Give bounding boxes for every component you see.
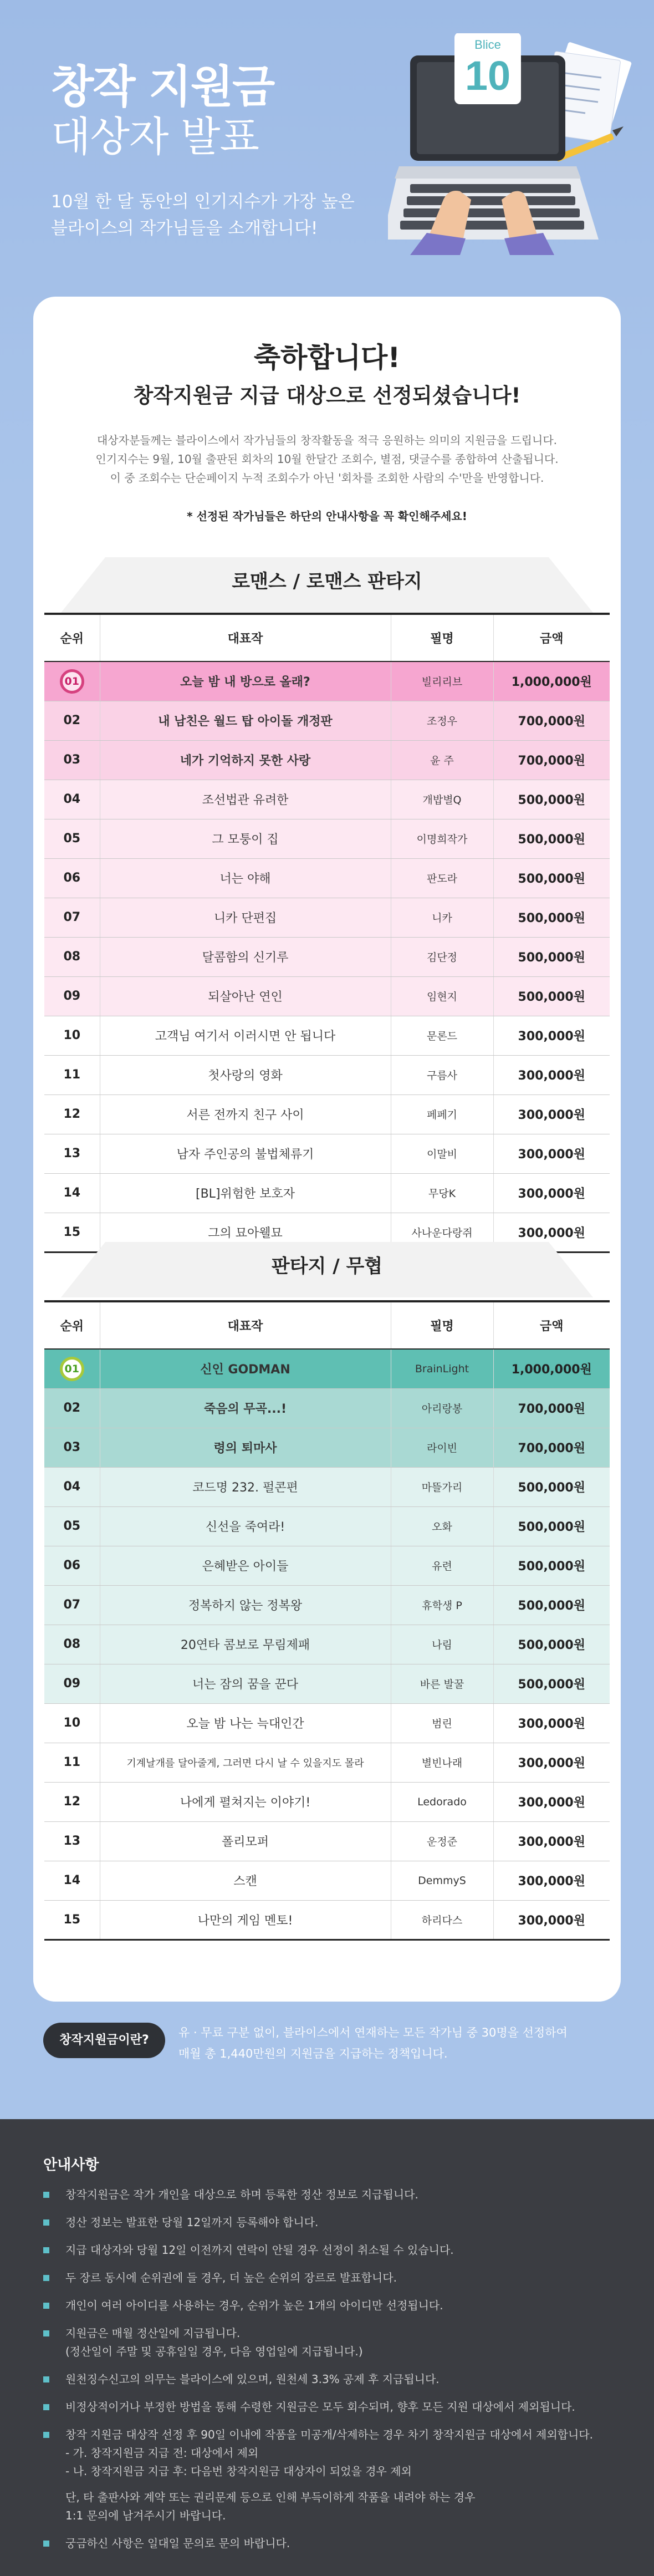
- amount-cell: 300,000원: [493, 1213, 610, 1252]
- table-row: [44, 1388, 610, 1428]
- svg-text:10: 10: [464, 53, 511, 99]
- work-cell: 오늘 밤 내 방으로 올래?: [100, 661, 391, 701]
- work-cell: 달콤함의 신기루: [100, 937, 391, 976]
- footer-notice-line: 지급 대상자와 당월 12일 이전까지 연락이 안될 경우 선정이 취소될 수 있습니다.: [65, 2243, 454, 2257]
- work-cell: 스캔: [100, 1861, 391, 1900]
- romance-section-title: 로맨스 / 로맨스 판타지: [232, 571, 422, 593]
- intro-desc-line1: 대상자분들께는 블라이스에서 작가님들의 창작활동을 적극 응원하는 의미의 지원금을 드립니다.: [96, 434, 558, 447]
- rank-number: 02: [63, 714, 81, 727]
- header-work: 대표작: [100, 614, 391, 661]
- table-row: [44, 1625, 610, 1664]
- footer-notice-line: - 가. 창작지원금 지급 전: 대상에서 제외: [65, 2446, 259, 2460]
- pen-name-cell: 이명희작가: [391, 819, 493, 858]
- rank-number: 13: [63, 1834, 81, 1848]
- header-amount: 금액: [493, 614, 610, 661]
- work-cell: 되살아난 연인: [100, 976, 391, 1016]
- amount-cell: 500,000원: [493, 1546, 610, 1585]
- pen-name-cell: DemmyS: [391, 1861, 493, 1900]
- rank-number: 09: [63, 989, 81, 1003]
- footer-notice-item: [43, 2297, 620, 2315]
- footer-notice-item: [43, 2324, 620, 2361]
- table-row: [44, 1134, 610, 1173]
- rank-number: 08: [63, 950, 81, 964]
- footer-notice-item: [43, 2426, 620, 2525]
- amount-cell: 500,000원: [493, 1506, 610, 1546]
- rank-number: 07: [63, 1598, 81, 1612]
- calendar-icon: [454, 33, 521, 104]
- medal-icon: 01: [60, 1357, 84, 1381]
- footer-notice-list: [43, 2186, 620, 2562]
- footer-notice-item: [43, 2534, 620, 2553]
- footer-notice-line: 두 장르 동시에 순위권에 들 경우, 더 높은 순위의 장르로 발표합니다.: [65, 2271, 397, 2284]
- table-row: [44, 1900, 610, 1939]
- square-bullet-icon: [43, 2219, 49, 2226]
- table-row: [44, 740, 610, 780]
- rank-cell: [44, 1016, 100, 1055]
- table-row: [44, 937, 610, 976]
- footer-notice-item: [43, 2398, 620, 2416]
- congrats-subtitle: 창작지원금 지급 대상으로 선정되셨습니다!: [133, 384, 521, 408]
- congrats-title: 축하합니다!: [253, 342, 401, 374]
- amount-cell: 500,000원: [493, 937, 610, 976]
- table-row: [44, 1467, 610, 1506]
- table-row: [44, 898, 610, 937]
- amount-cell: 700,000원: [493, 1428, 610, 1467]
- rank-number: 05: [63, 1519, 81, 1533]
- table-header-row: [44, 614, 610, 661]
- rank-number: 11: [63, 1755, 81, 1769]
- rank-number: 13: [63, 1147, 81, 1160]
- hero-title-line2: 대상자 발표: [51, 113, 259, 161]
- rank-cell: [44, 1743, 100, 1782]
- rank-cell: [44, 858, 100, 898]
- rank-number: 15: [63, 1225, 81, 1239]
- pen-name-cell: 나림: [391, 1625, 493, 1664]
- pen-name-cell: 빌리리브: [391, 661, 493, 701]
- hero-subtitle-line2: 블라이스의 작가님들을 소개합니다!: [51, 218, 318, 238]
- rank-number: 10: [63, 1029, 81, 1042]
- footer-notice-line: 단, 타 출판사와 계약 또는 권리문제 등으로 인해 부득이하게 작품을 내려야 하는 경우: [65, 2491, 476, 2504]
- rank-number: 15: [63, 1912, 81, 1927]
- rank-number: 04: [63, 792, 81, 806]
- square-bullet-icon: [43, 2432, 49, 2438]
- whatis-badge: 창작지원금이란?: [43, 2023, 165, 2058]
- amount-cell: 500,000원: [493, 1664, 610, 1703]
- rank-cell: [44, 976, 100, 1016]
- rank-number: 09: [63, 1677, 81, 1691]
- rank-cell: [44, 1703, 100, 1743]
- rank-number: 11: [63, 1068, 81, 1082]
- table-header-row: [44, 1301, 610, 1349]
- header-work: 대표작: [100, 1301, 391, 1349]
- amount-cell: 300,000원: [493, 1703, 610, 1743]
- rank-number: 03: [63, 753, 81, 767]
- footer-notice-item: [43, 2241, 620, 2259]
- rank-number: 08: [63, 1637, 81, 1651]
- work-cell: 서른 전까지 친구 사이: [100, 1094, 391, 1134]
- square-bullet-icon: [43, 2303, 49, 2309]
- amount-cell: 300,000원: [493, 1782, 610, 1821]
- pen-name-cell: 이말비: [391, 1134, 493, 1173]
- table-row: [44, 1546, 610, 1585]
- footer-notice-item: [43, 2213, 620, 2232]
- pen-name-cell: BrainLight: [391, 1349, 493, 1388]
- pen-name-cell: 니카: [391, 898, 493, 937]
- table-row: [44, 780, 610, 819]
- footer-notice-line: 비정상적이거나 부정한 방법을 통해 수령한 지원금은 모두 회수되며, 향후 모든 지원 대상에서 제외됩니다.: [65, 2400, 575, 2414]
- pen-name-cell: 판도라: [391, 858, 493, 898]
- rank-number: 05: [63, 832, 81, 846]
- table-row: [44, 858, 610, 898]
- table-row: [44, 701, 610, 740]
- pen-name-cell: 사나운다랑쥐: [391, 1213, 493, 1252]
- pen-name-cell: 하리다스: [391, 1900, 493, 1939]
- footer-notice-line: 창작지원금은 작가 개인을 대상으로 하며 등록한 정산 정보로 지급됩니다.: [65, 2188, 418, 2201]
- rank-cell: [44, 1546, 100, 1585]
- work-cell: 첫사랑의 영화: [100, 1055, 391, 1094]
- rank-number: 14: [63, 1186, 81, 1200]
- rank-cell: [44, 661, 100, 701]
- rank-cell: [44, 701, 100, 740]
- work-cell: 니카 단편집: [100, 898, 391, 937]
- amount-cell: 300,000원: [493, 1821, 610, 1861]
- rank-cell: [44, 937, 100, 976]
- table-row: [44, 1703, 610, 1743]
- rank-number: 04: [63, 1480, 81, 1494]
- hero-banner: [0, 0, 654, 299]
- square-bullet-icon: [43, 2376, 49, 2382]
- table-row: [44, 1016, 610, 1055]
- intro-desc-line2: 인기지수는 9월, 10월 출판된 회차의 10월 한달간 조회수, 별점, 댓글수를 종합하여 산출됩니다.: [95, 452, 559, 466]
- rank-number: 12: [63, 1795, 81, 1809]
- table-row: [44, 976, 610, 1016]
- header-pen: 필명: [391, 614, 493, 661]
- work-cell: 령의 퇴마사: [100, 1428, 391, 1467]
- amount-cell: 500,000원: [493, 780, 610, 819]
- rank-cell: [44, 898, 100, 937]
- rank-cell: [44, 819, 100, 858]
- amount-cell: 500,000원: [493, 1625, 610, 1664]
- rank-number: 06: [63, 1559, 81, 1572]
- amount-cell: 500,000원: [493, 898, 610, 937]
- rank-cell: [44, 1861, 100, 1900]
- amount-cell: 300,000원: [493, 1743, 610, 1782]
- medal-icon: 01: [60, 669, 84, 694]
- main-card: [33, 297, 621, 2002]
- pen-name-cell: 범린: [391, 1703, 493, 1743]
- amount-cell: 700,000원: [493, 740, 610, 780]
- footer-notice-line: 지원금은 매월 정산일에 지급됩니다.: [65, 2326, 241, 2340]
- amount-cell: 500,000원: [493, 976, 610, 1016]
- rank-cell: [44, 780, 100, 819]
- svg-text:Blice: Blice: [474, 38, 501, 52]
- pen-name-cell: 구름사: [391, 1055, 493, 1094]
- work-cell: 은혜받은 아이들: [100, 1546, 391, 1585]
- work-cell: 고객님 여기서 이러시면 안 됩니다: [100, 1016, 391, 1055]
- intro-description: [33, 431, 621, 487]
- square-bullet-icon: [43, 2275, 49, 2281]
- rank-cell: [44, 1506, 100, 1546]
- rank-number: 03: [63, 1440, 81, 1454]
- work-cell: 폴리모퍼: [100, 1821, 391, 1861]
- rank-cell: [44, 1900, 100, 1939]
- pen-name-cell: Ledorado: [391, 1782, 493, 1821]
- work-cell: 그의 묘아웰묘: [100, 1213, 391, 1252]
- work-cell: 네가 기억하지 못한 사랑: [100, 740, 391, 780]
- header-rank: 순위: [44, 614, 100, 661]
- rank-cell: [44, 1055, 100, 1094]
- amount-cell: 300,000원: [493, 1055, 610, 1094]
- rank-cell: [44, 1782, 100, 1821]
- footer-notice-line: 창작 지원금 대상작 선정 후 90일 이내에 작품을 미공개/삭제하는 경우 차기 창작지원금 대상에서 제외합니다.: [65, 2428, 593, 2441]
- amount-cell: 300,000원: [493, 1016, 610, 1055]
- work-cell: 너는 잠의 꿈을 꾼다: [100, 1664, 391, 1703]
- rank-number: 02: [63, 1401, 81, 1415]
- table-row: [44, 661, 610, 701]
- amount-cell: 500,000원: [493, 858, 610, 898]
- header-rank: 순위: [44, 1301, 100, 1349]
- work-cell: 나만의 게임 멘토!: [100, 1900, 391, 1939]
- footer-title: 안내사항: [43, 2157, 99, 2173]
- work-cell: 20연타 콤보로 무림제패: [100, 1625, 391, 1664]
- table-row: [44, 1428, 610, 1467]
- rank-cell: [44, 740, 100, 780]
- footer-notice-line: (정산일이 주말 및 공휴일일 경우, 다음 영업일에 지급됩니다.): [65, 2345, 363, 2358]
- whatis-text-line2: 매월 총 1,440만원의 지원금을 지급하는 정책입니다.: [178, 2047, 448, 2060]
- footer-notice-item: [43, 2186, 620, 2204]
- table-row: [44, 819, 610, 858]
- fantasy-table-body: [44, 1349, 610, 1939]
- work-cell: [BL]위험한 보호자: [100, 1173, 391, 1213]
- pen-name-cell: 임현지: [391, 976, 493, 1016]
- hero-title-line1: 창작 지원금: [51, 61, 274, 113]
- pen-name-cell: 유련: [391, 1546, 493, 1585]
- romance-table: [44, 613, 610, 1253]
- amount-cell: 500,000원: [493, 1467, 610, 1506]
- footer-notice-line: 1:1 문의에 남겨주시기 바랍니다.: [65, 2509, 226, 2522]
- table-row: [44, 1349, 610, 1388]
- intro-notice: * 선정된 작가님들은 하단의 안내사항을 꼭 확인해주세요!: [187, 510, 467, 523]
- work-cell: 그 모퉁이 집: [100, 819, 391, 858]
- amount-cell: 300,000원: [493, 1900, 610, 1939]
- footer-notice-line: 궁금하신 사항은 일대일 문의로 문의 바랍니다.: [65, 2537, 290, 2550]
- table-row: [44, 1782, 610, 1821]
- pen-name-cell: 김단정: [391, 937, 493, 976]
- hero-subtitle-line1: 10월 한 달 동안의 인기지수가 가장 높은: [51, 192, 355, 212]
- work-cell: 조선법관 유려한: [100, 780, 391, 819]
- rank-cell: [44, 1349, 100, 1388]
- fantasy-section-title: 판타지 / 무협: [271, 1255, 383, 1277]
- amount-cell: 300,000원: [493, 1094, 610, 1134]
- table-row: [44, 1585, 610, 1625]
- rank-number: 12: [63, 1107, 81, 1121]
- footer-notice-line: 개인이 여러 아이디를 사용하는 경우, 순위가 높은 1개의 아이디만 선정됩니다.: [65, 2299, 443, 2312]
- work-cell: 남자 주인공의 불법체류기: [100, 1134, 391, 1173]
- work-cell: 신인 GODMAN: [100, 1349, 391, 1388]
- table-row: [44, 1861, 610, 1900]
- rank-cell: [44, 1821, 100, 1861]
- rank-cell: [44, 1173, 100, 1213]
- pen-name-cell: 오화: [391, 1506, 493, 1546]
- pen-name-cell: 문론드: [391, 1016, 493, 1055]
- amount-cell: 500,000원: [493, 1585, 610, 1625]
- work-cell: 신선을 죽여라!: [100, 1506, 391, 1546]
- footer-notice-line: 원천징수신고의 의무는 블라이스에 있으며, 원천세 3.3% 공제 후 지급됩니다.: [65, 2373, 440, 2386]
- table-row: [44, 1506, 610, 1546]
- work-cell: 오늘 밤 나는 늑대인간: [100, 1703, 391, 1743]
- amount-cell: 700,000원: [493, 701, 610, 740]
- table-row: [44, 1055, 610, 1094]
- rank-cell: [44, 1467, 100, 1506]
- whatis-text-line1: 유 · 무료 구분 없이, 블라이스에서 연재하는 모든 작가님 중 30명을 선정하여: [178, 2026, 568, 2039]
- laptop-illustration: [388, 33, 632, 255]
- rank-number: 14: [63, 1874, 81, 1887]
- rank-cell: [44, 1388, 100, 1428]
- amount-cell: 300,000원: [493, 1173, 610, 1213]
- work-cell: 죽음의 무곡...!: [100, 1388, 391, 1428]
- footer-notice-item: [43, 2370, 620, 2389]
- header-amount: 금액: [493, 1301, 610, 1349]
- romance-table-body: [44, 661, 610, 1252]
- table-row: [44, 1094, 610, 1134]
- work-cell: 나에게 펼쳐지는 이야기!: [100, 1782, 391, 1821]
- rank-number: 07: [63, 910, 81, 924]
- rank-number: 10: [63, 1716, 81, 1730]
- fantasy-table: [44, 1300, 610, 1941]
- table-row: [44, 1743, 610, 1782]
- table-row: [44, 1664, 610, 1703]
- pen-name-cell: 무당K: [391, 1173, 493, 1213]
- pen-name-cell: 휴학생 P: [391, 1585, 493, 1625]
- square-bullet-icon: [43, 2404, 49, 2410]
- pen-name-cell: 운정준: [391, 1821, 493, 1861]
- rank-number: 06: [63, 871, 81, 885]
- square-bullet-icon: [43, 2192, 49, 2198]
- footer-notice-item: [43, 2269, 620, 2287]
- amount-cell: 300,000원: [493, 1861, 610, 1900]
- work-cell: 코드명 232. 펄콘편: [100, 1467, 391, 1506]
- rank-cell: [44, 1625, 100, 1664]
- header-pen: 필명: [391, 1301, 493, 1349]
- amount-cell: 700,000원: [493, 1388, 610, 1428]
- pen-name-cell: 마뜰가리: [391, 1467, 493, 1506]
- intro-desc-line3: 이 중 조회수는 단순페이지 누적 조회수가 아닌 '회차를 조회한 사람의 수'만을 반영합니다.: [110, 471, 544, 485]
- pen-name-cell: 아리랑봉: [391, 1388, 493, 1428]
- work-cell: 내 남친은 월드 탑 아이돌 개정판: [100, 701, 391, 740]
- square-bullet-icon: [43, 2247, 49, 2253]
- square-bullet-icon: [43, 2330, 49, 2336]
- footer-notice-line: - 나. 창작지원금 지급 후: 다음번 창작지원금 대상자이 되었을 경우 제외: [65, 2465, 412, 2478]
- amount-cell: 300,000원: [493, 1134, 610, 1173]
- work-cell: 정복하지 않는 정복왕: [100, 1585, 391, 1625]
- work-cell: 너는 야해: [100, 858, 391, 898]
- pen-name-cell: 개밥별Q: [391, 780, 493, 819]
- pen-name-cell: 윤 주: [391, 740, 493, 780]
- amount-cell: 500,000원: [493, 819, 610, 858]
- work-cell: 기계날개를 달아줄게, 그러면 다시 날 수 있을지도 몰라: [100, 1743, 391, 1782]
- pen-name-cell: 바른 발꿀: [391, 1664, 493, 1703]
- rank-cell: [44, 1134, 100, 1173]
- table-row: [44, 1821, 610, 1861]
- pen-name-cell: 별빈나래: [391, 1743, 493, 1782]
- pen-name-cell: 라이빈: [391, 1428, 493, 1467]
- rank-cell: [44, 1585, 100, 1625]
- amount-cell: 1,000,000원: [493, 1349, 610, 1388]
- footer-notice-line: 정산 정보는 발표한 당월 12일까지 등록해야 합니다.: [65, 2216, 319, 2229]
- notice-footer: [0, 2119, 654, 2576]
- amount-cell: 1,000,000원: [493, 661, 610, 701]
- table-row: [44, 1173, 610, 1213]
- rank-cell: [44, 1428, 100, 1467]
- pen-name-cell: 조정우: [391, 701, 493, 740]
- rank-cell: [44, 1664, 100, 1703]
- rank-cell: [44, 1094, 100, 1134]
- pen-name-cell: 페페기: [391, 1094, 493, 1134]
- square-bullet-icon: [43, 2541, 49, 2547]
